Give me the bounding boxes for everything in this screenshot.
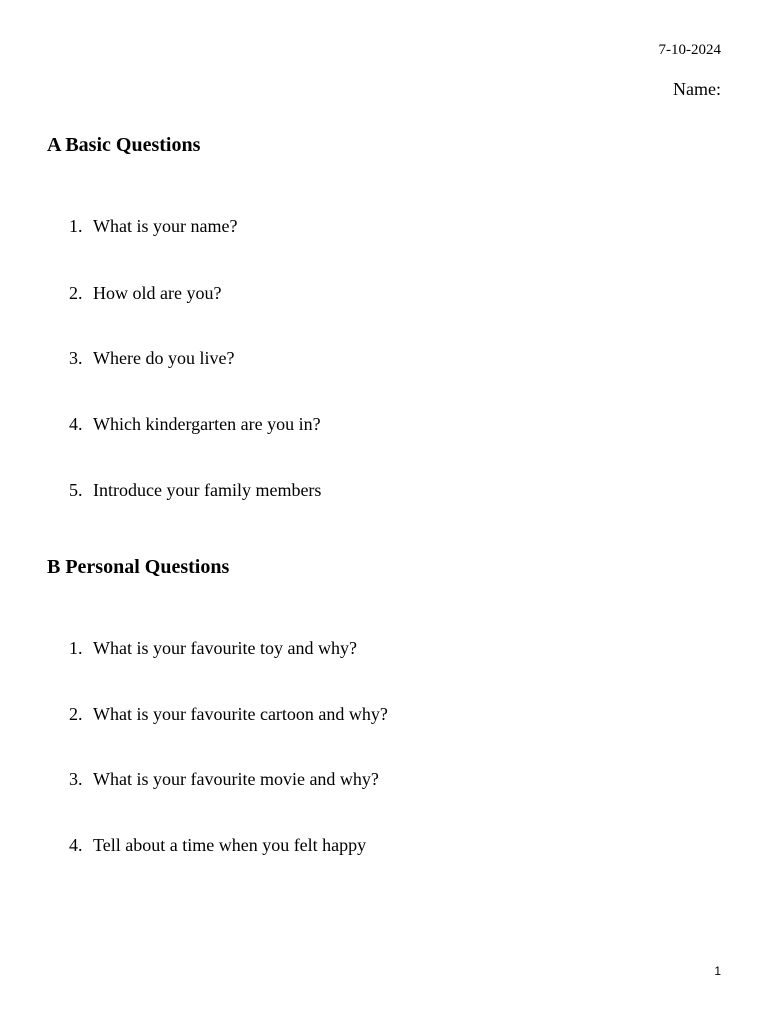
section-a-title: A Basic Questions bbox=[47, 134, 201, 156]
question-number: 4. bbox=[69, 414, 83, 434]
question-number: 3. bbox=[69, 348, 83, 368]
page-number: 1 bbox=[714, 964, 721, 978]
question-number: 1. bbox=[69, 216, 83, 236]
date-text: 7-10-2024 bbox=[658, 42, 721, 58]
name-label: Name: bbox=[673, 79, 721, 99]
question-number: 4. bbox=[69, 835, 83, 855]
question-text: How old are you? bbox=[93, 283, 222, 303]
question-text: Introduce your family members bbox=[93, 480, 322, 500]
question-number: 5. bbox=[69, 480, 83, 500]
section-b-title: B Personal Questions bbox=[47, 556, 230, 578]
question-text: Which kindergarten are you in? bbox=[93, 414, 321, 434]
question-number: 2. bbox=[69, 704, 83, 724]
question-text: Where do you live? bbox=[93, 348, 235, 368]
question-number: 3. bbox=[69, 769, 83, 789]
question-text: What is your favourite movie and why? bbox=[93, 769, 379, 789]
question-text: What is your name? bbox=[93, 216, 238, 236]
question-text: What is your favourite toy and why? bbox=[93, 638, 357, 658]
question-text: Tell about a time when you felt happy bbox=[93, 835, 367, 855]
question-text: What is your favourite cartoon and why? bbox=[93, 704, 388, 724]
question-number: 2. bbox=[69, 283, 83, 303]
question-number: 1. bbox=[69, 638, 83, 658]
